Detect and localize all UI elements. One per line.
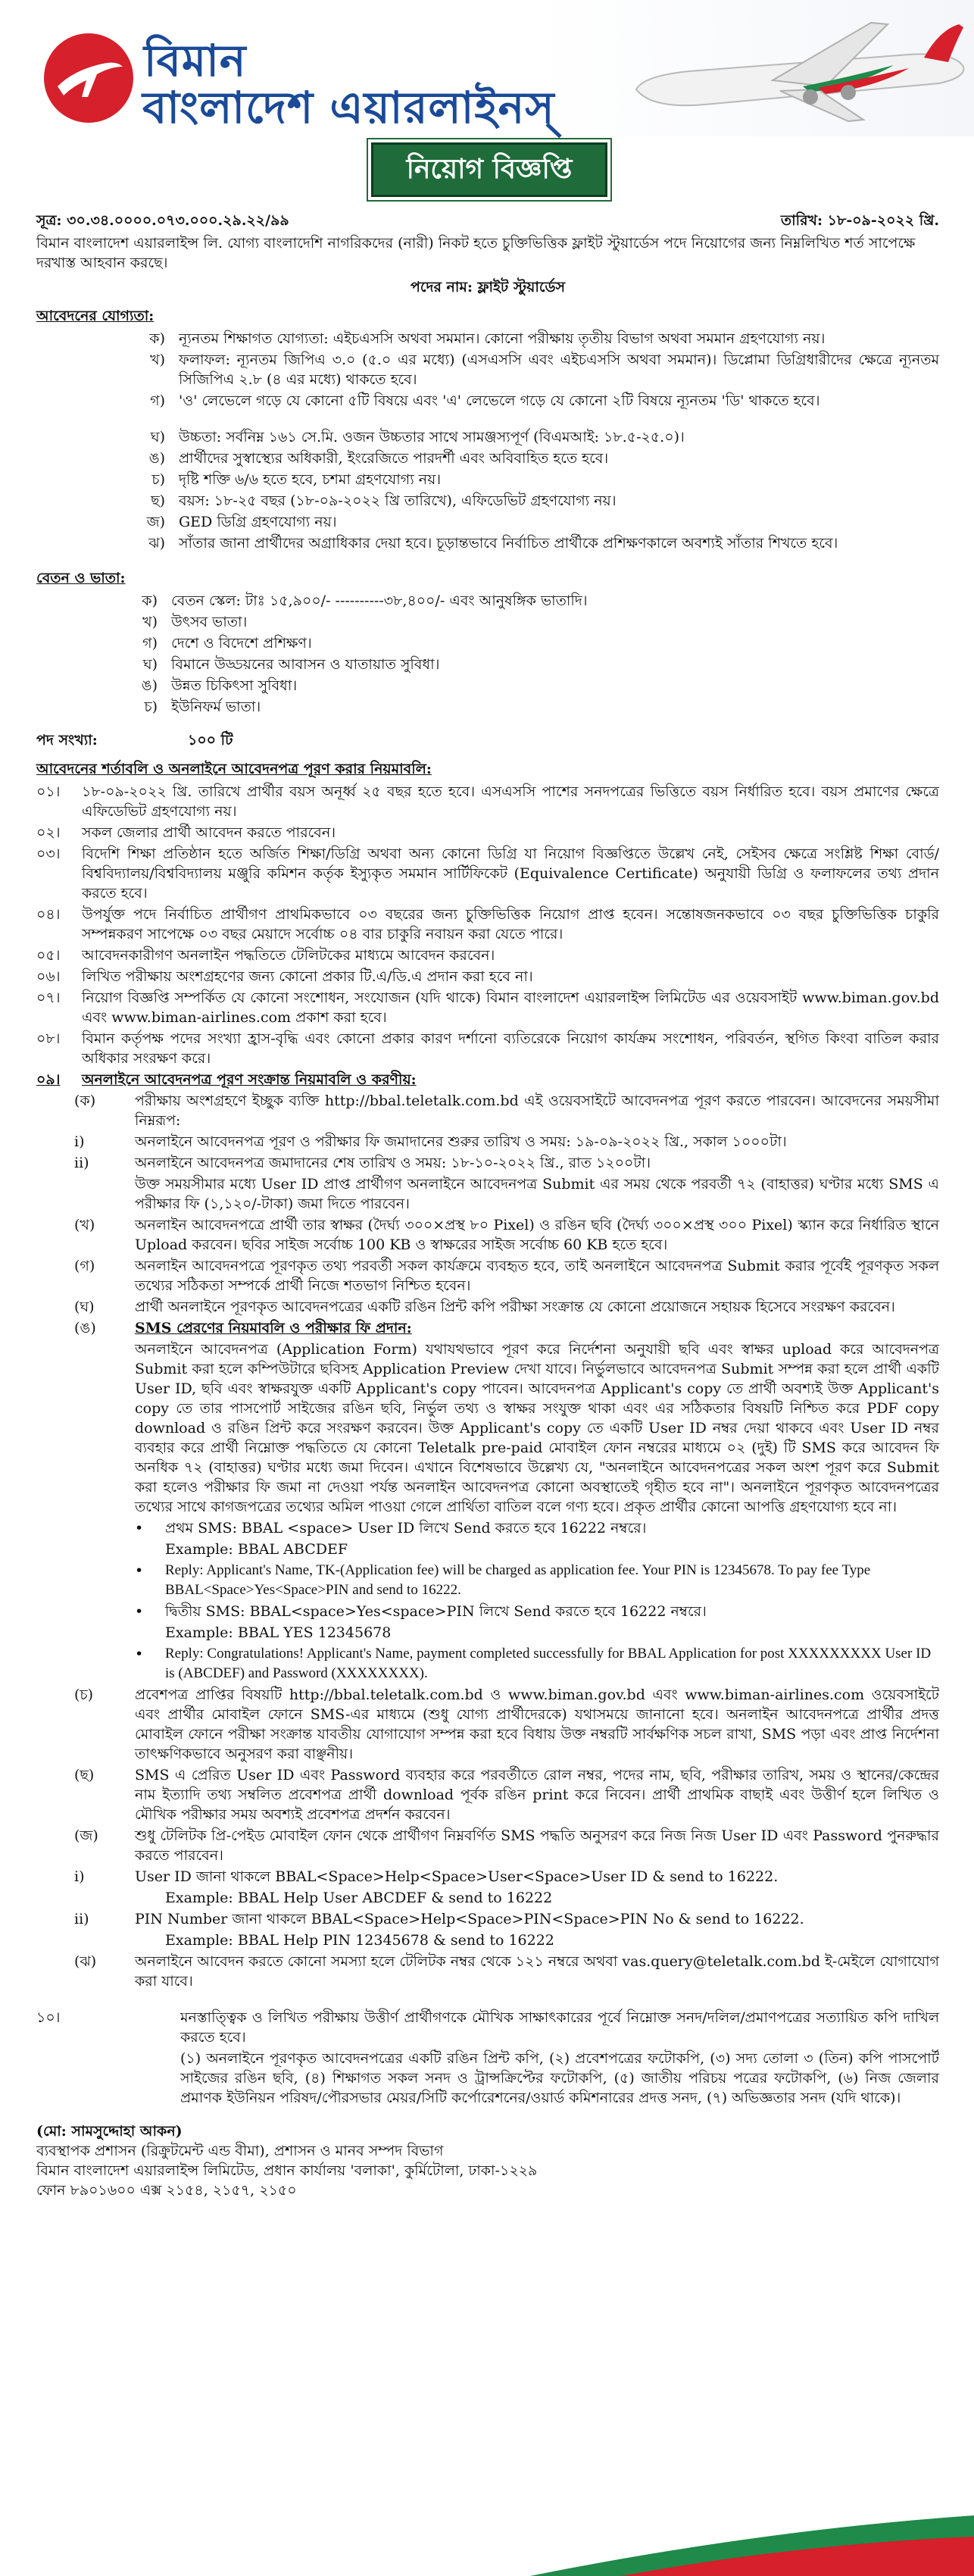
list-item: (ছ) SMS এ প্রেরিত User ID এবং Password ব্যবহার করে পরবর্তীতে রোল নম্বর, পদের নাম, ছবি, পরীক্ষার তারিখ, সময় ও স্থানের/কেন্দ্রের নাম ইত্যাদি তথ্য সম্বলিত প্রবেশপত্র প্রার্থী download পূর্বক রঙিন print করে নিবেন। প্রার্থী প্রাথমিক বাছাই এবং উত্তীর্ণ হলে লিখিত ও মৌখিক পরীক্ষার সময় অবশ্যই প্রবেশপত্র প্রদর্শন করবেন। bbox=[74, 1767, 939, 1823]
list-item: ০৩। বিদেশি শিক্ষা প্রতিষ্ঠান হতে অর্জিত শিক্ষা/ডিগ্রি অথবা অন্য কোনো ডিগ্রি যা নিয়োগ বিজ্ঞপ্তিতে উল্লেখ নেই, সেইসব ক্ষেত্রে সংশ্লিষ্ট শিক্ষা বোর্ড/বিশ্ববিদ্যালয়/বিশ্ববিদ্যালয় মঞ্জুরি কমিশন কর্তৃক ইস্যুকৃত সমমান সার্টিফিকেট (Equivalence Certificate) অনুযায়ী ডিগ্রি ও ফলাফলের তথ্য প্রদান করতে হবে। bbox=[36, 846, 939, 902]
list-item: ১০। মনস্তাত্ত্বিক ও লিখিত পরীক্ষায় উত্তীর্ণ প্রার্থীগণকে মৌখিক সাক্ষাৎকারের পূর্বে নিম্নোক্ত সনদ/দলিল/প্রমাণপত্রের সত্যায়িত কপি দাখিল করতে হবে। bbox=[36, 2009, 939, 2046]
list-item: গ) 'ও' লেভেলে গড়ে যে কোনো ৫টি বিষয়ে এবং 'এ' লেভেলে গড়ে যে কোনো ২টি বিষয়ে ন্যূনতম 'ডি' থাকতে হবে। bbox=[150, 392, 820, 409]
list-item: ০৭। নিয়োগ বিজ্ঞপ্তি সম্পর্কিত যে কোনো সংশোধন, সংযোজন (যদি থাকে) বিমান বাংলাদেশ এয়ারলাইন্স লিমিটেড এর ওয়েবসাইট www.biman.gov.bd এবং www.biman-airlines.com প্রকাশ করা হবে। bbox=[36, 989, 939, 1026]
post-count-value: ১০০ টি bbox=[188, 732, 233, 749]
signatory-address: বিমান বাংলাদেশ এয়ারলাইন্স লিমিটেড, প্রধান কার্যালয় 'বলাকা', কুর্মিটোলা, ঢাকা-১২২৯ bbox=[36, 2162, 538, 2179]
post-count bbox=[36, 730, 939, 750]
list-item: (ঙ) SMS প্রেরণের নিয়মাবলি ও পরীক্ষার ফি প্রদান: bbox=[74, 1320, 412, 1336]
example-text: Example: BBAL ABCDEF bbox=[165, 1541, 348, 1558]
list-item: চ) ইউনিফর্ম ভাতা। bbox=[144, 699, 261, 715]
list-item: (গ) অনলাইন আবেদনপত্রে পূরণকৃত তথ্য পরবর্তী সকল কার্যক্রমে ব্যবহৃত হবে, তাই অনলাইনে আবেদনপত্র Submit করার পূর্বেই পূরণকৃত সকল তথ্যের সঠিকতা সম্পর্কে প্রার্থী নিজে শতভাগ নিশ্চিত হবেন। bbox=[74, 1258, 939, 1294]
list-item: i) অনলাইনে আবেদনপত্র পূরণ ও পরীক্ষার ফি জমাদানের শুরুর তারিখ ও সময়: ১৯-০৯-২০২২ খ্রি., সকাল ১০০০টা। bbox=[74, 1133, 787, 1150]
example-text: Example: BBAL YES 12345678 bbox=[165, 1624, 392, 1641]
signatory-phone: ফোন ৮৯০১৬০০ এক্স ২১৫৪, ২১৫৭, ২১৫০ bbox=[36, 2182, 297, 2199]
aircraft-icon bbox=[621, 8, 969, 136]
list-item: (ঘ) প্রার্থী অনলাইনে পূরণকৃত আবেদনপত্রের একটি রঙিন প্রিন্ট কপি পরীক্ষা সংক্রান্ত যে কোনো প্রয়োজনে সহায়ক হিসেবে সংরক্ষণ করবেন। bbox=[74, 1299, 895, 1315]
notice-body bbox=[36, 211, 939, 2200]
list-item: ক) ন্যূনতম শিক্ষাগত যোগ্যতা: এইচএসসি অথবা সমমান। কোনো পরীক্ষায় তৃতীয় বিভাগ অথবা সমমান গ্রহণযোগ্য নয়। bbox=[149, 330, 826, 347]
notice-date: তারিখ: ১৮-০৯-২০২২ খ্রি. bbox=[780, 212, 939, 229]
intro-text: বিমান বাংলাদেশ এয়ারলাইন্স লি. যোগ্য বাংলাদেশি নাগরিকদের (নারী) নিকট হতে চুক্তিভিত্তিক ফ্লাইট স্টুয়ার্ডেস পদে নিয়োগের জন্য নিম্নলিখিত শর্ত সাপেক্ষে দরখাস্ত আহবান করছে। bbox=[36, 235, 916, 271]
list-item: ঙ) প্রার্থীদের সুস্বাস্থ্যের অধিকারী, ইংরেজিতে পারদর্শী এবং অবিবাহিত হতে হবে। bbox=[148, 450, 609, 467]
signature-block bbox=[36, 2121, 939, 2200]
list-item: ঘ) বিমানে উড্ডয়নের আবাসন ও যাতায়াত সুবিধা। bbox=[142, 656, 440, 673]
list-item: ০১। ১৮-০৯-২০২২ খ্রি. তারিখে প্রার্থীর বয়স অনূর্ধ্ব ২৫ বছর হতে হবে। এসএসসি পাশের সনদপত্রের ভিত্তিতে বয়স নির্ধারিত হবে। বয়স প্রমাণের ক্ষেত্রে এফিডেভিট গ্রহণযোগ্য নয়। bbox=[36, 783, 939, 820]
conditions-heading: আবেদনের শর্তাবলি ও অনলাইনে আবেদনপত্র পূরণ করার নিয়মাবলি: bbox=[36, 761, 432, 777]
list-item: (খ) অনলাইন আবেদনপত্রে প্রার্থী তার স্বাক্ষর (দৈর্ঘ্য ৩০০×প্রস্থ ৮০ Pixel) ও রঙিন ছবি (দৈর্ঘ্য ৩০০×প্রস্থ ৩০০ Pixel) স্ক্যান করে নির্ধারিত স্থানে Upload করবেন। ছবির সাইজ সর্বোচ্চ 100 KB ও স্বাক্ষরের সাইজ সর্বোচ্চ 60 KB হতে হবে। bbox=[74, 1217, 939, 1253]
brand-name-line2: বাংলাদেশ এয়ারলাইনস্ bbox=[142, 82, 555, 133]
conditions-list bbox=[36, 782, 939, 1089]
list-item: ঘ) উচ্চতা: সর্বনিম্ন ১৬১ সে.মি. ওজন উচ্চতার সাথে সামঞ্জস্যপূর্ণ (বিএমআই: ১৮.৫-২৫.০)। bbox=[150, 429, 685, 445]
list-item: চ) দৃষ্টি শক্তি ৬/৬ হতে হবে, চশমা গ্রহণযোগ্য নয়। bbox=[151, 471, 442, 488]
list-item: ০৬। লিখিত পরীক্ষায় অংশগ্রহণের জন্য কোনো প্রকার টি.এ/ডি.এ প্রদান করা হবে না। bbox=[36, 968, 533, 985]
list-item: • Reply: Applicant's Name, TK-(Application fee) will be charged as application fee. Your PIN is 12345678. To pay fee Type BBAL<Space>Yes<Space>PIN and send to 16222. bbox=[135, 1562, 871, 1598]
list-item: ক) বেতন স্কেল: টাঃ ১৫,৯০০/- ----------৩৮,৪০০/- এবং আনুষঙ্গিক ভাতাদি। bbox=[142, 592, 588, 609]
salary-heading: বেতন ও ভাতা: bbox=[36, 570, 126, 586]
list-item: অনলাইনে আবেদনপত্র (Application Form) যথাযথভাবে পূরণ করে নির্দেশনা অনুযায়ী ছবি এবং স্বাক্ষর upload করে আবেদনপত্র Submit করা হলে কম্পিউটারে ছবিসহ Application Preview দেখা যাবে। নির্ভুলভাবে আবেদনপত্র Submit সম্পন্ন করা হলে প্রার্থী একটি User ID, ছবি এবং স্বাক্ষরযুক্ত একটি Applicant's copy পাবেন। আবেদনপত্র Applicant's copy তে প্রার্থী অবশ্যই উক্ত Applicant's copy তে তার পাসপোর্ট সাইজের রঙিন ছবি, নির্ভুল তথ্য ও স্বাক্ষর সংযুক্ত থাকা এবং এর সঠিকতার বিষয়টি নিশ্চিত করে PDF copy download ও রঙিন প্রিন্ট করে সংরক্ষণ করবেন। উক্ত Applicant's copy তে একটি User ID নম্বর দেয়া থাকবে এবং User ID নম্বর ব্যবহার করে প্রার্থী নিম্নোক্ত পদ্ধতিতে যে কোনো Teletalk pre-paid মোবাইল ফোন নম্বরের মাধ্যমে ০২ (দুই) টি SMS করে আবেদন ফি অনধিক ৭২ (বাহাত্তর) ঘণ্টার মধ্যে জমা দিবেন। এখানে বিশেষভাবে উল্লেখ্য যে, "অনলাইনে আবেদনপত্রের সকল অংশ পূরণ করে Submit করা হলেও পরীক্ষার ফি জমা না দেওয়া পর্যন্ত অনলাইন আবেদনপত্র কোনো অবস্থাতেই গৃহীত হবে না"। অনলাইনে পূরণকৃত আবেদনপত্রের তথ্যের সাথে কাগজপত্রের তথ্যের অমিল পাওয়া গেলে প্রার্থিতা বাতিল বলে গণ্য হবে। প্রকৃত প্রার্থীর কোনো আপত্তি গ্রহণযোগ্য হবে না। bbox=[135, 1341, 939, 1515]
list-item: (জ) শুধু টেলিটক প্রি-পেইড মোবাইল ফোন থেকে প্রার্থীগণ নিম্নবর্ণিত SMS পদ্ধতি অনুসরণ করে নিজ নিজ User ID এবং Password পুনরুদ্ধার করতে পারবেন। bbox=[74, 1827, 939, 1864]
qualification-list bbox=[36, 329, 939, 553]
list-item: • প্রথম SMS: BBAL <space> User ID লিখে Send করতে হবে 16222 নম্বরে। bbox=[135, 1520, 647, 1537]
list-item: (ঝ) অনলাইনে আবেদন করতে কোনো সমস্যা হলে টেলিটক নম্বর থেকে ১২১ নম্বরে অথবা vas.query@teletalk.com.bd ই-মেইলে যোগাযোগ করা যাবে। bbox=[74, 1953, 939, 1990]
list-item: ০২। সকল জেলার প্রার্থী আবেদন করতে পারবেন। bbox=[36, 824, 336, 841]
list-item: • Reply: Congratulations! Applicant's Name, payment completed successfully for BBAL Application for post XXXXXXXXX User ID is (ABCDEF) and Password (XXXXXXXX). bbox=[135, 1646, 932, 1681]
post-count-label: পদ সংখ্যা: bbox=[36, 732, 98, 749]
biman-logo-icon bbox=[44, 33, 133, 123]
example-text: Example: BBAL Help PIN 12345678 & send to 16222 bbox=[165, 1932, 554, 1949]
list-item: জ) GED ডিগ্রি গ্রহণযোগ্য নয়। bbox=[146, 514, 337, 530]
list-item: (চ) প্রবেশপত্র প্রাপ্তির বিষয়টি http://bbal.teletalk.com.bd ও www.biman.gov.bd এবং www.biman-airlines.com ওয়েবসাইটে এবং প্রার্থীর মোবাইল ফোনে SMS-এর মাধ্যমে (শুধু যোগ্য প্রার্থীদেরকে) যথাসময়ে জানানো হবে। অনলাইন আবেদনপত্রে প্রার্থীর প্রদত্ত মোবাইল ফোনে পরীক্ষা সংক্রান্ত যাবতীয় যোগাযোগ সম্পন্ন করা হবে বিধায় উক্ত নম্বরটি সার্বক্ষণিক সচল রাখা, SMS পড়া এবং প্রাপ্ত নির্দেশনা তাৎক্ষণিকভাবে অনুসরণ করা বাঞ্ছনীয়। bbox=[74, 1687, 939, 1762]
list-item: ০৯। অনলাইনে আবেদনপত্র পূরণ সংক্রান্ত নিয়মাবলি ও করণীয়: bbox=[36, 1071, 417, 1088]
header bbox=[0, 0, 974, 136]
memo-number: সূত্র: ৩০.৩৪.০০০০.০৭৩.০০০.২৯.২২/৯৯ bbox=[36, 212, 289, 229]
notice-title-text: নিয়োগ বিজ্ঞপ্তি bbox=[406, 154, 573, 185]
list-item: উক্ত সময়সীমার মধ্যে User ID প্রাপ্ত প্রার্থীগণ অনলাইনে আবেদনপত্র Submit এর সময় থেকে পরবর্তী ৭২ (বাহাত্তর) ঘণ্টার মধ্যে SMS এ পরীক্ষার ফি (১,১২০/-টাকা) জমা দিতে পারবেন। bbox=[135, 1176, 939, 1212]
list-item: (ক) পরীক্ষায় অংশগ্রহণে ইচ্ছুক ব্যক্তি http://bbal.teletalk.com.bd এই ওয়েবসাইটে আবেদনপত্র পূরণ করতে পারবেন। আবেদনের সময়সীমা নিম্নরূপ: bbox=[74, 1093, 939, 1129]
list-item: ০৫। আবেদনকারীগণ অনলাইন পদ্ধতিতে টেলিটকের মাধ্যমে আবেদন করবেন। bbox=[36, 947, 495, 964]
list-item: ঙ) উন্নত চিকিৎসা সুবিধা। bbox=[141, 677, 298, 694]
list-item: ঝ) সাঁতার জানা প্রার্থীদের অগ্রাধিকার দেয়া হবে। চূড়ান্তভাবে নির্বাচিত প্রার্থীকে প্রশিক্ষণকালে অবশ্যই সাঁতার শিখতে হবে। bbox=[148, 535, 838, 552]
list-item: ০৮। বিমান কর্তৃপক্ষ পদের সংখ্যা হ্রাস-বৃদ্ধি এবং কোনো প্রকার কারণ দর্শানো ব্যতিরেকে নিয়োগ কার্যক্রম সংশোধন, পরিবর্তন, স্থগিত কিংবা বাতিল করার অধিকার সংরক্ষণ করে। bbox=[36, 1030, 939, 1067]
salary-list bbox=[36, 591, 939, 717]
list-item: • দ্বিতীয় SMS: BBAL<space>Yes<space>PIN লিখে Send করতে হবে 16222 নম্বরে। bbox=[135, 1603, 707, 1620]
list-item: i) User ID জানা থাকলে BBAL<Space>Help<Space>User<Space>User ID & send to 16222. bbox=[74, 1868, 779, 1885]
post-name: পদের নাম: ফ্লাইট স্টুয়ার্ডেস bbox=[410, 279, 566, 295]
notice-title bbox=[371, 142, 607, 197]
list-item: (১) অনলাইনে পূরণকৃত আবেদনপত্রের একটি রঙিন প্রিন্ট কপি, (২) প্রবেশপত্রের ফটোকপি, (৩) সদ্য তোলা ৩ (তিন) কপি পাসপোর্ট সাইজের রঙিন ছবি, (৪) শিক্ষাগত সকল সনদ ও ট্রান্সক্রিপ্টের ফটোকপি, (৫) জাতীয় পরিচয় পত্রের ফটোকপি, (৬) নিজ জেলার প্রমাণক ইউনিয়ন পরিষদ/পৌরসভার মেয়র/সিটি কর্পোরেশনের/ওয়ার্ড কমিশনারের প্রদত্ত সনদ, (৭) অভিজ্ঞতার সনদ (যদি থাকে)। bbox=[180, 2050, 939, 2106]
signatory-name: (মো: সামসুদ্দোহা আকন) bbox=[36, 2123, 183, 2140]
list-item: খ) ফলাফল: ন্যূনতম জিপিএ ৩.০ (৫.০ এর মধ্যে) (এসএসসি এবং এইচএসসি অথবা সমমান)। ডিপ্লোমা ডিগ্রিধারীদের ক্ষেত্রে ন্যূনতম সিজিপিএ ২.৮ (৪ এর মধ্যে) থাকতে হবে। bbox=[150, 352, 939, 388]
list-item: গ) দেশে ও বিদেশে প্রশিক্ষণ। bbox=[142, 635, 312, 652]
list-item: ii) অনলাইনে আবেদনপত্র জমাদানের শেষ তারিখ ও সময়: ১৮-১০-২০২২ খ্রি., রাত ১২০০টা। bbox=[74, 1155, 651, 1171]
online-instructions bbox=[36, 1091, 939, 1991]
list-item: ii) PIN Number জানা থাকলে BBAL<Space>Help<Space>PIN<Space>PIN No & send to 16222. bbox=[74, 1911, 804, 1927]
brand-name-line1: বিমান bbox=[144, 35, 247, 86]
list-item: ছ) বয়স: ১৮-২৫ বছর (১৮-০৯-২০২২ খ্রি তারিখে), এফিডেভিট গ্রহণযোগ্য নয়। bbox=[151, 492, 617, 509]
footer-swoosh-icon bbox=[0, 2500, 974, 2576]
signatory-title: ব্যবস্থাপক প্রশাসন (রিক্রুটমেন্ট এন্ড বীমা), প্রশাসন ও মানব সম্পদ বিভাগ bbox=[36, 2143, 444, 2159]
example-text: Example: BBAL Help User ABCDEF & send to 16222 bbox=[165, 1890, 553, 1906]
list-item: খ) উৎসব ভাতা। bbox=[142, 614, 248, 630]
list-item: ০৪। উপর্যুক্ত পদে নির্বাচিত প্রার্থীগণ প্রাথমিকভাবে ০৩ বছরের জন্য চুক্তিভিত্তিক নিয়োগ প্রাপ্ত হবেন। সন্তোষজনকভাবে ০৩ বছর চুক্তিভিত্তিক চাকুরি সম্পন্নকরণ সাপেক্ষে ০৩ বছর মেয়াদে সর্বোচ্চ ০৪ বার চাকুরি নবায়ন করা যেতে পারে। bbox=[36, 906, 939, 943]
qualification-heading: আবেদনের যোগ্যতা: bbox=[36, 308, 155, 324]
reference-row bbox=[36, 211, 939, 230]
